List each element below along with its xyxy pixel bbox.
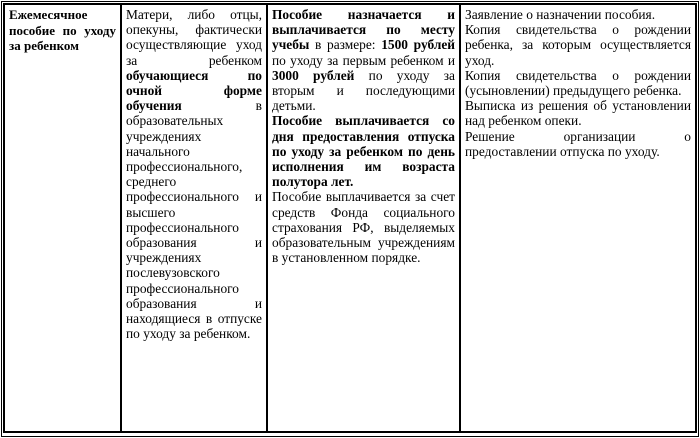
document-item: Копия свидетельства о рождении (усыновлении) предыдущего ребенка. (465, 67, 691, 99)
conditions-paragraph-2: Пособие выплачивается со дня предоставления отпуска по уходу за ребенком по день исполнения им возраста полутора лет. (272, 113, 455, 190)
conditions-text-b: по уходу за первым ребенком и (272, 52, 455, 68)
document-item: Решение организации о предоставлении отпуска по уходу. (465, 128, 691, 159)
benefit-name: Ежемесячное пособие по уходу за ребенком (9, 7, 116, 53)
recipients-cell (121, 4, 267, 432)
recipients-text-2: в образовательных учреждениях начального профессионального, среднего профессионального и высшего профессионального образования и учреждениях послевузовского профессионального образования и находящиеся в отпуске по уходу за ребенком. (126, 98, 262, 342)
benefit-name-cell (4, 4, 121, 432)
document-item: Копия свидетельства о рождении ребенка, за которым осуществляется уход. (465, 22, 691, 68)
conditions-text-c: по уходу за вторым и последующими детьми. (272, 67, 456, 114)
conditions-bold-a: Пособие назначается и выплачивается по месту учебы (272, 7, 455, 53)
recipients-text-bold: обучающиеся по очной форме обучения (126, 67, 262, 114)
table-row (4, 4, 696, 432)
conditions-cell (267, 4, 460, 432)
conditions-bold-b: 1500 рублей (381, 37, 455, 53)
conditions-paragraph-1 (272, 7, 455, 113)
conditions-paragraph-3: Пособие выплачивается за счет средств Фонда социального страхования РФ, выделяемых образовательным учреждениям в установленном порядке. (272, 189, 455, 266)
documents-cell (460, 4, 696, 432)
benefits-table (3, 3, 697, 433)
conditions-text-a: в размере: (309, 37, 382, 53)
document-item: Выписка из решения об установлении над ребенком опеки. (465, 98, 691, 129)
document-item: Заявление о назначении пособия. (465, 7, 656, 22)
recipients-text-1: Матери, либо отцы, опекуны, фактически осуществляющие уход за ребенком (126, 7, 262, 68)
conditions-bold-c: 3000 рублей (272, 67, 355, 83)
